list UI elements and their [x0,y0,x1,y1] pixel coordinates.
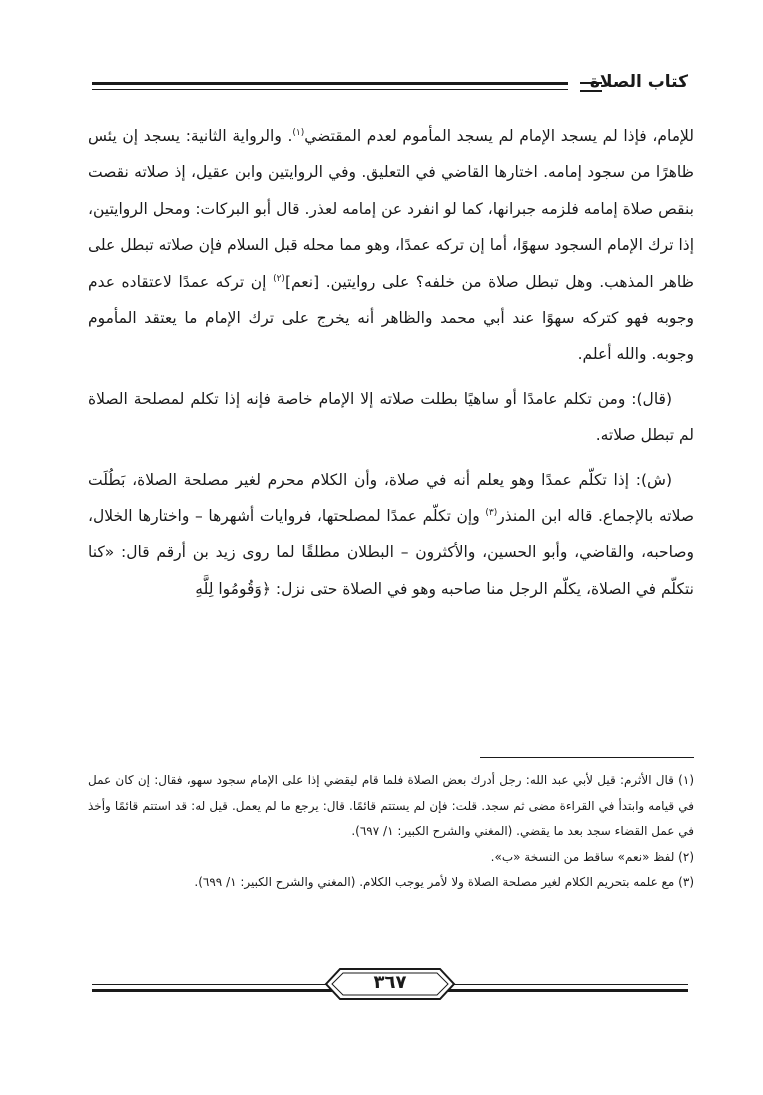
footer-rule [448,984,688,992]
footnote-separator [480,757,694,758]
footnote-ref: (٣) [485,507,498,518]
page-number: ٣٦٧ [373,972,407,993]
page-number-frame [324,966,456,1002]
footnote: (٣) مع علمه بتحريم الكلام لغير مصلحة الصلاة ولا لأمر يوجب الكلام. (المغني والشرح الكبير: ١/ ٦٩٩). [194,875,694,889]
header-rule [92,82,568,90]
header-ornament [580,82,602,92]
footnote: (٢) لفظ «نعم» ساقط من النسخة «ب». [490,849,694,864]
running-header [92,74,688,98]
footer-rule [92,984,332,992]
page-footer [92,964,688,1008]
footnote: (١) قال الأثرم: قيل لأبي عبد الله: رجل أدرك بعض الصلاة فلما قام ليقضي إذا على الإمام سجود سهو، فقال: إن كان عمل في قيامه وابتدأ في القراءة مضى ثم سجد. قلت: فإن لم يستتم قائمًا. قال: يرجع ما لم يعمل. قيل له: قد استتم قائمًا وأخذ في عمل القضاء سجد بعد ما يقضي. (المغني والشرح الكبير: ١/ ٦٩٧). [88,773,694,838]
footnote-ref: (٢) [273,273,285,284]
paragraph: للإمام، فإذا لم يسجد الإمام لم يسجد المأموم لعدم المقتضي$^{(١)}$. والرواية الثانية: يسجد إن يئس ظاهرًا من سجود إمامه. اختارها القاضي في التعليق. وفي الروايتين وابن عقيل، إذ صلاته نقصت بنقص صلاة إمامه فلزمه جبرانها، كما لو انفرد عن إمامه لعذر. قال أبو البركات: ومحل الروايتين، إذا ترك الإمام السجود سهوًا، أما إن تركه عمدًا، وهو مما محله قبل السلام فإن صلاته تبطل على ظاهر المذهب. وهل تبطل صلاة من خلفه؟ على روايتين. [نعم]$^{(٢)}$ إن تركه عمدًا لاعتقاده عدم وجوبه فهو كتركه سهوًا عند أبي محمد والظاهر أنه يخرج على ترك الإمام ما يعتقد المأموم وجوبه. والله أعلم. [88,127,694,364]
main-text [88,118,694,607]
paragraph: (ش): إذا تكلّم عمدًا وهو يعلم أنه في صلاة، وأن الكلام محرم لغير مصلحة الصلاة، بَطُلَت صلاته بالإجماع. قاله ابن المنذر$^{(٣)}$ وإن تكلّم عمدًا لمصلحتها، فروايات أشهرها – واختارها الخلال، وصاحبه، والقاضي، وأبو الحسين، والأكثرون – البطلان مطلقًا لما روى زيد بن أرقم قال: «كنا نتكلّم في الصلاة، يكلّم الرجل منا صاحبه وهو في الصلاة حتى نزل: ﴿وَقُومُوا لِلَّهِ [88,470,694,598]
footnote-ref: (١) [292,127,305,138]
footnotes [88,768,694,896]
chapter-title: كتاب الصلاة [589,72,688,92]
paragraph: (قال): ومن تكلم عامدًا أو ساهيًا بطلت صلاته إلا الإمام خاصة فإنه إذا تكلم لمصلحة الصلاة لم تبطل صلاته. [88,389,694,445]
